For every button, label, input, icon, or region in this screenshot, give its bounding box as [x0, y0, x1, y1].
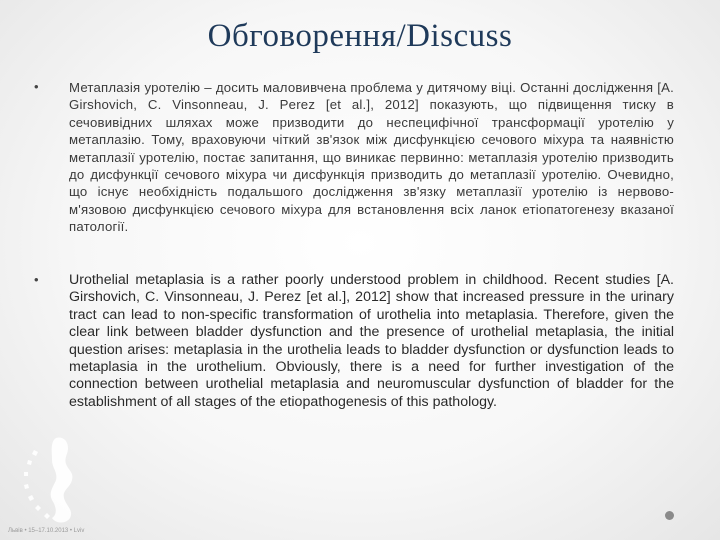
- footer-text: Львів • 15–17.10.2013 • Lviv: [8, 528, 85, 534]
- bullet-text-english: Urothelial metaplasia is a rather poorly understood problem in childhood. Recent studies [A. Girshovich, C. Vinsonneau, J. Perez [et al.], 2012] show that increased pressure in the urinary tract can lead to non-specific transformation of urothelia into metaplasia. Therefore, given the clear link between bladder dysfunction and the presence of urothelial metaplasia, the initial question arises: metaplasia in the urothelia leads to bladder dysfunction or dysfunction leads to metaplasia in the urothelium. Obviously, there is a need for further investigation of the connection between urothelial metaplasia and neuromuscular dysfunction of bladder for the establishment of all stages of the etiopathogenesis of this pathology.: [69, 272, 674, 410]
- corner-dot-icon: [665, 511, 674, 520]
- bullet-text-ukrainian: Метаплазія уротелію – досить маловивчена проблема у дитячому віці. Останні дослідження [A. Girshovich, C. Vinsonneau, J. Perez [et al.], 2012] показують, що підвищення тиску в сечовивідних шляхах може призводити до неспецифічної трансформації уротелію у метаплазію. Тому, враховуючи чіткий зв'язок між дисфункцією сечового міхура та наявністю метаплазії уротелію, постає запитання, що виникає первинно: метаплазія уротелію призводить до дисфункції сечового міхура чи дисфункція призводить до метаплазії уротелію. Очевидно, що існує необхідність подальшого дослідження зв'язку метаплазії уротелію із нервово-м'язовою дисфункцією сечового міхура для встановлення всіх ланок етіопатогенезу вказаної патології.: [69, 80, 674, 235]
- bullet-item-ukrainian: [34, 79, 674, 236]
- slide-title: Обговорення/Discuss: [207, 18, 513, 54]
- bullet-item-english: [34, 272, 674, 411]
- bullet-marker: •: [34, 272, 39, 287]
- bullet-marker: •: [34, 79, 39, 94]
- conference-logo-icon: [4, 430, 104, 530]
